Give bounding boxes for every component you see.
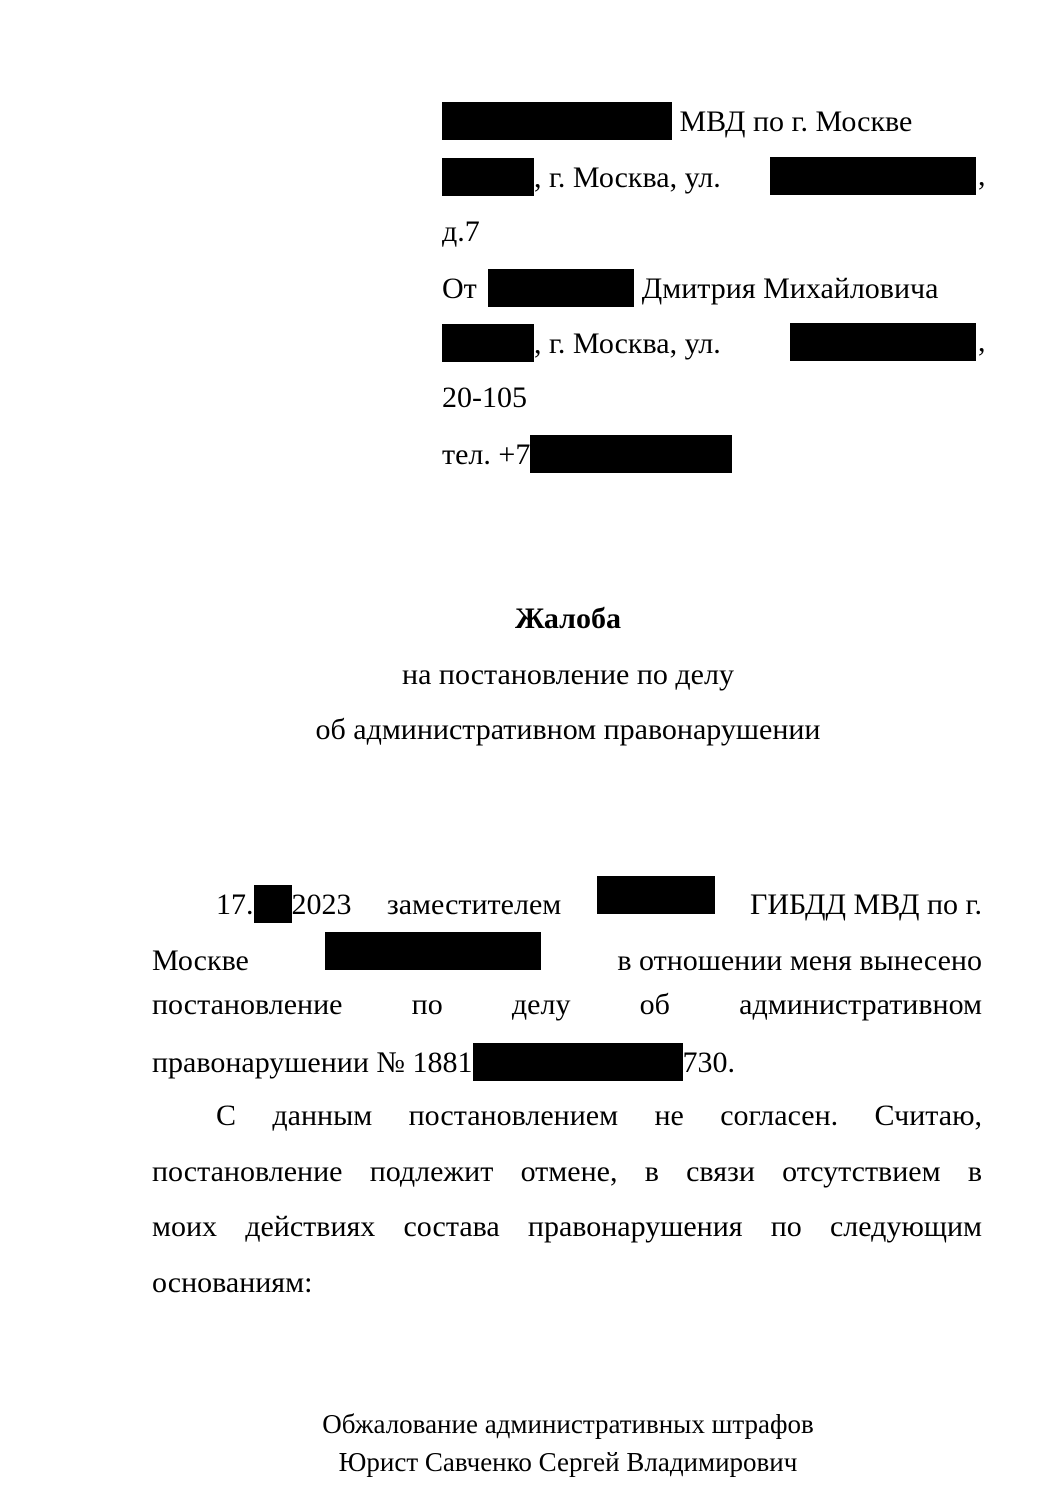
date-group bbox=[216, 885, 352, 923]
addressee-address-comma: , bbox=[978, 159, 986, 192]
redaction bbox=[488, 269, 634, 307]
sender-name bbox=[442, 269, 938, 307]
sender-address-text: , г. Москва, ул. bbox=[534, 327, 721, 360]
redaction bbox=[790, 323, 976, 361]
redaction bbox=[442, 102, 672, 140]
document-subtitle-2: об административном правонарушении bbox=[315, 713, 821, 746]
sender-phone-prefix: тел. +7 bbox=[442, 438, 531, 471]
redaction bbox=[442, 324, 534, 362]
word: заместителем bbox=[386, 888, 562, 921]
paragraph-1-line-3: постановление по делу об административном bbox=[152, 988, 982, 1021]
addressee-org bbox=[442, 102, 912, 140]
sender-address-comma: , bbox=[978, 325, 986, 358]
redaction bbox=[254, 885, 292, 923]
footer-line-1: Обжалование административных штрафов bbox=[322, 1409, 814, 1439]
addressee-org-text: МВД по г. Москве bbox=[679, 105, 913, 138]
sender-address bbox=[442, 324, 721, 362]
paragraph-2-line-1: С данным постановлением не согласен. Считаю, bbox=[216, 1099, 982, 1132]
redaction bbox=[473, 1043, 683, 1081]
document-subtitle-1: на постановление по делу bbox=[402, 658, 734, 691]
document-title: Жалоба bbox=[514, 602, 621, 635]
redaction bbox=[442, 158, 534, 196]
redaction bbox=[770, 157, 976, 195]
addressee-house: д.7 bbox=[442, 215, 480, 248]
line-tail: ГИБДД МВД по г. bbox=[749, 888, 982, 921]
sender-prefix: От bbox=[442, 272, 477, 305]
paragraph-2-line-4: основаниям: bbox=[152, 1266, 313, 1299]
redaction bbox=[325, 932, 541, 970]
paragraph-1-line-2 bbox=[152, 932, 982, 979]
line-tail: в отношении меня вынесено bbox=[617, 944, 982, 977]
paragraph-2-line-3: моих действиях состава правонарушения по следующим bbox=[152, 1210, 982, 1243]
case-number-end: 730. bbox=[682, 1046, 736, 1079]
paragraph-1-line-1 bbox=[216, 876, 982, 923]
redaction bbox=[597, 876, 715, 914]
sender-flat: 20-105 bbox=[442, 381, 527, 414]
addressee-address-text: , г. Москва, ул. bbox=[534, 161, 721, 194]
paragraph-2-line-2: постановление подлежит отмене, в связи отсутствием в bbox=[152, 1155, 982, 1188]
word: Москве bbox=[152, 944, 249, 977]
date-year: 2023 bbox=[291, 888, 352, 921]
sender-phone bbox=[442, 435, 732, 473]
case-number-start: правонарушении № 1881 bbox=[152, 1046, 473, 1079]
paragraph-1-line-4 bbox=[152, 1043, 735, 1081]
date-day: 17. bbox=[216, 888, 254, 921]
redaction bbox=[530, 435, 732, 473]
addressee-address bbox=[442, 158, 721, 196]
footer-line-2: Юрист Савченко Сергей Владимирович bbox=[338, 1447, 798, 1477]
sender-name-text: Дмитрия Михайловича bbox=[641, 272, 939, 305]
